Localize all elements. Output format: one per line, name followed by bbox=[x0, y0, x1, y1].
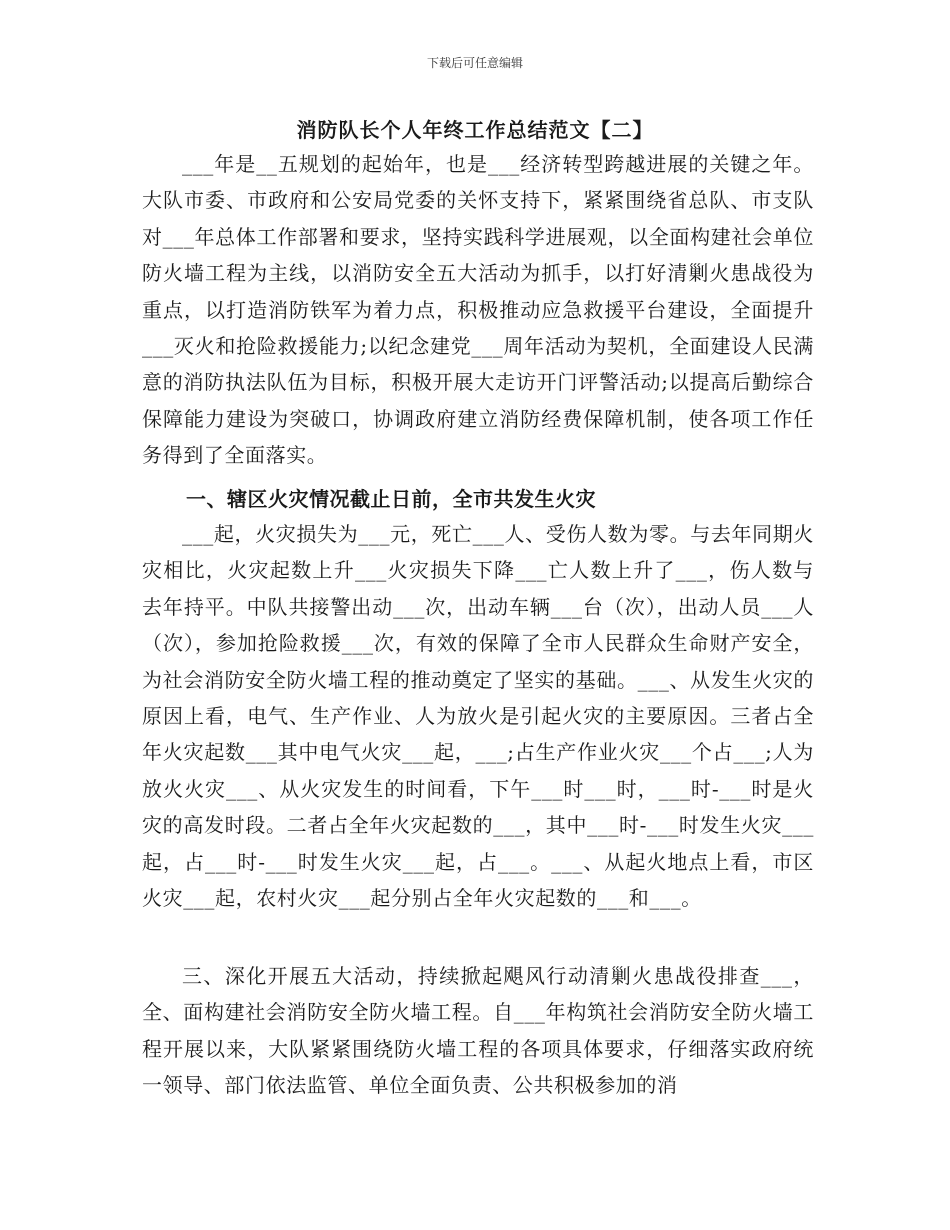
paragraph-fire-stats: ___起，火灾损失为___元，死亡___人、受伤人数为零。与去年同期火灾相比，火灾起数上升___火灾损失下降___亡人数上升了___，伤人数与去年持平。中队共接警出动___次，出动车辆___台（次），出动人员___人（次），参加抢险救援___次，有效的保障了全市人民群众生命财产安全，为社会消防安全防火墙工程的推动奠定了坚实的基础。___、从发生火灾的原因上看，电气、生产作业、人为放火是引起火灾的主要原因。三者占全年火灾起数___其中电气火灾___起，___;占生产作业火灾___个占___;人为放火火灾___、从火灾发生的时间看，下午___时___时，___时-___时是火灾的高发时段。二者占全年火灾起数的___，其中___时-___时发生火灾___起，占___时-___时发生火灾___起，占___。___、从起火地点上看，市区火灾___起，农村火灾___起分别占全年火灾起数的___和___。 bbox=[142, 522, 814, 911]
paragraph-section-3: 三、深化开展五大活动，持续掀起飓风行动清剿火患战役排查___，全、面构建社会消防安全防火墙工程。自___年构筑社会消防安全防火墙工程开展以来，大队紧紧围绕防火墙工程的各项具体要求，仔细落实政府统一领导、部门依法监管、单位全面负责、公共积极参加的消 bbox=[142, 964, 814, 1098]
paragraph-intro: ___年是__五规划的起始年，也是___经济转型跨越进展的关键之年。大队市委、市政府和公安局党委的关怀支持下，紧紧围绕省总队、市支队对___年总体工作部署和要求，坚持实践科学进展观，以全面构建社会单位防火墙工程为主线，以消防安全五大活动为抓手，以打好清剿火患战役为重点，以打造消防铁军为着力点，积极推动应急救援平台建设，全面提升___灭火和抢险救援能力;以纪念建党___周年活动为契机，全面建设人民满意的消防执法队伍为目标，积极开展大走访开门评警活动;以提高后勤综合保障能力建设为突破口，协调政府建立消防经费保障机制，使各项工作任务得到了全面落实。 bbox=[142, 152, 814, 468]
section-heading-1: 一、辖区火灾情况截止日前，全市共发生火灾 bbox=[186, 487, 596, 511]
header-note: 下载后可任意编辑 bbox=[426, 56, 523, 70]
document-title: 消防队长个人年终工作总结范文【二】 bbox=[296, 118, 654, 142]
